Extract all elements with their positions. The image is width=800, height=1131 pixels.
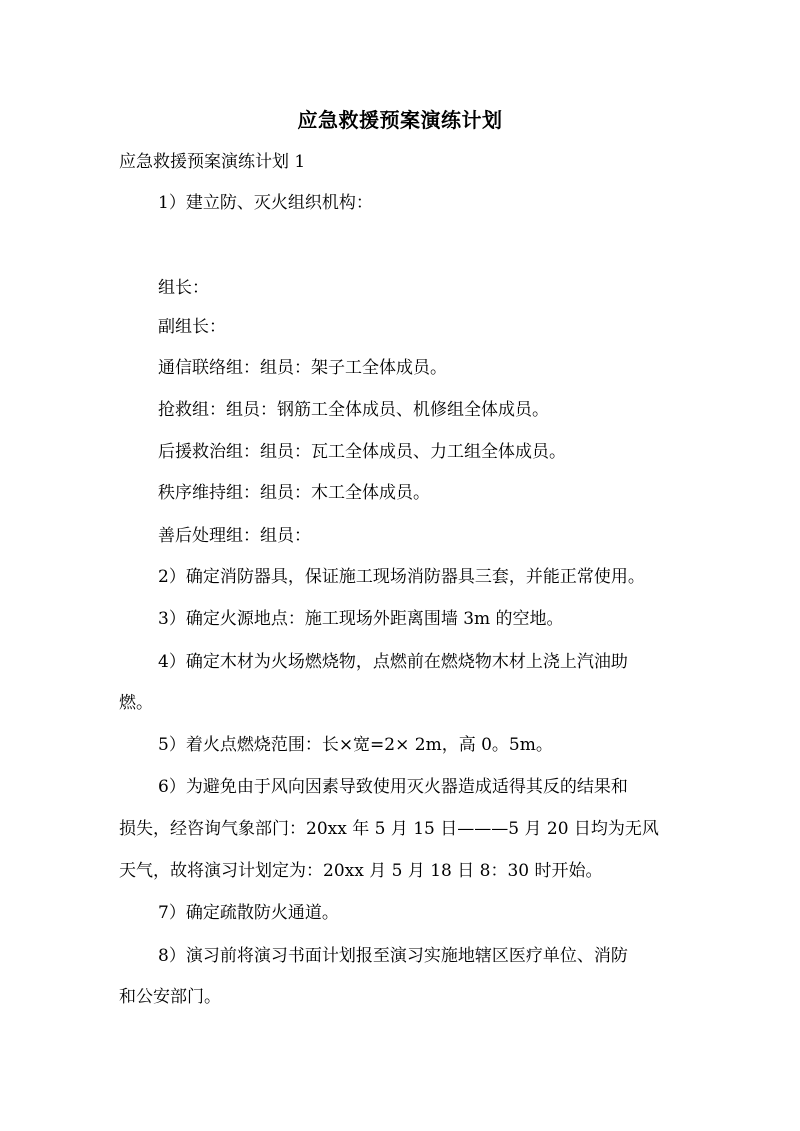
paragraph-line: 通信联络组：组员：架子工全体成员。	[158, 358, 447, 378]
paragraph-line: 抢救组：组员：钢筋工全体成员、机修组全体成员。	[158, 400, 549, 420]
paragraph-line: 6）为避免由于风向因素导致使用灭火器造成适得其反的结果和	[158, 777, 628, 797]
paragraph-line: 5）着火点燃烧范围：长×宽=2× 2m，高 0。5m。	[158, 735, 553, 755]
paragraph-line: 4）确定木材为火场燃烧物，点燃前在燃烧物木材上浇上汽油助	[158, 652, 628, 672]
document-subtitle: 应急救援预案演练计划 1	[119, 152, 306, 172]
paragraph-line: 组长：	[158, 278, 209, 298]
paragraph-line: 善后处理组：组员：	[158, 526, 311, 546]
paragraph-line: 2）确定消防器具，保证施工现场消防器具三套，并能正常使用。	[158, 567, 645, 587]
paragraph-line: 和公安部门。	[119, 987, 221, 1007]
paragraph-line: 1）建立防、灭火组织机构：	[158, 193, 373, 213]
paragraph-line: 秩序维持组：组员：木工全体成员。	[158, 483, 430, 503]
paragraph-line: 天气，故将演习计划定为：20xx 月 5 月 18 日 8：30 时开始。	[119, 861, 603, 881]
paragraph-line: 3）确定火源地点：施工现场外距离围墙 3m 的空地。	[158, 609, 564, 629]
paragraph-line: 8）演习前将演习书面计划报至演习实施地辖区医疗单位、消防	[158, 946, 628, 966]
paragraph-line: 燃。	[119, 693, 153, 713]
paragraph-line: 副组长：	[158, 317, 226, 337]
paragraph-line: 7）确定疏散防火通道。	[158, 903, 339, 923]
paragraph-line: 后援救治组：组员：瓦工全体成员、力工组全体成员。	[158, 442, 566, 462]
paragraph-line: 损失，经咨询气象部门：20xx 年 5 月 15 日———5 月 20 日均为无风	[119, 819, 659, 839]
document-title: 应急救援预案演练计划	[297, 108, 503, 132]
